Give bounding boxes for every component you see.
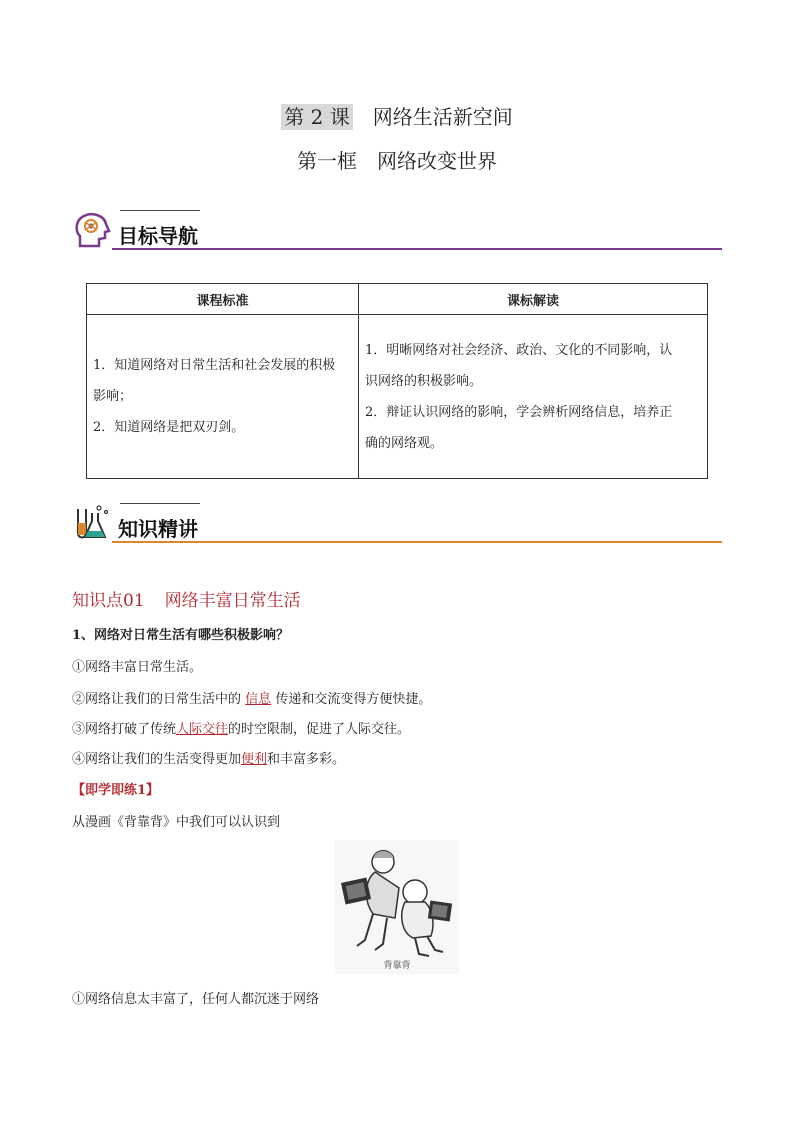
section-title: 知识精讲 <box>118 517 198 541</box>
standard-cell <box>87 315 359 479</box>
knowledge-point-title <box>72 586 301 611</box>
point-text: 的时空限制，促进了人际交往。 <box>228 722 411 737</box>
exercise-label: 【即学即练1】 <box>72 783 160 798</box>
point-text: 传递和交流变得方便快捷。 <box>275 692 432 707</box>
question-heading: 1、网络对日常生活有哪些积极影响？ <box>72 628 290 643</box>
section-title: 目标导航 <box>118 224 198 248</box>
exercise-intro: 从漫画《背靠背》中我们可以认识到 <box>72 815 281 830</box>
knowledge-point-label: 知识点01 <box>72 591 145 611</box>
knowledge-header <box>72 503 722 543</box>
interpretation-cell <box>359 315 708 479</box>
standard-line: 影响； <box>93 389 133 404</box>
lesson-number-label: 第 2 课 <box>281 104 352 130</box>
point-3 <box>72 718 410 737</box>
point-1: ①网络丰富日常生活。 <box>72 660 203 675</box>
option-1: ①网络信息太丰富了，任何人都沉迷于网络 <box>72 992 320 1007</box>
lesson-title <box>0 101 794 130</box>
point-4 <box>72 748 345 767</box>
knowledge-point-name: 网络丰富日常生活 <box>164 591 301 611</box>
standard-line: 2．知道网络是把双刃剑。 <box>93 420 245 435</box>
cartoon-caption: 背靠背 <box>383 961 411 971</box>
point-text: ④网络让我们的生活变得更加 <box>72 752 242 767</box>
section-underline <box>112 541 722 543</box>
lab-flask-icon <box>72 503 114 543</box>
standard-line: 1．知道网络对日常生活和社会发展的积极 <box>93 358 336 373</box>
curriculum-table <box>86 283 708 479</box>
lesson-name: 网络生活新空间 <box>372 105 513 129</box>
frame-title <box>0 145 794 174</box>
frame-label: 第一框 <box>297 149 357 173</box>
goal-navigation-header <box>72 210 722 250</box>
point-text: ②网络让我们的日常生活中的 <box>72 692 242 707</box>
header-top-rule <box>120 503 200 504</box>
interpretation-line: 识网络的积极影响。 <box>365 373 483 389</box>
table-header-row <box>87 284 708 315</box>
point-text: ③网络打破了传统 <box>72 722 177 737</box>
interpretation-line: 确的网络观。 <box>365 435 444 451</box>
table-header-standard: 课程标准 <box>87 284 359 315</box>
table-header-interpretation: 课标解读 <box>359 284 708 315</box>
table-row <box>87 315 708 479</box>
head-brain-icon <box>72 210 114 250</box>
section-underline <box>112 248 722 250</box>
interpretation-line: 1．明晰网络对社会经济、政治、文化的不同影响，认 <box>365 342 673 358</box>
header-top-rule <box>120 210 200 211</box>
keyword-info: 信息 <box>245 692 272 707</box>
point-2 <box>72 688 431 707</box>
back-to-back-cartoon <box>335 840 459 974</box>
interpretation-line: 2．辩证认识网络的影响，学会辨析网络信息，培养正 <box>365 404 673 420</box>
frame-name: 网络改变世界 <box>377 149 497 173</box>
keyword-social: 人际交往 <box>176 722 229 737</box>
keyword-convenient: 便利 <box>241 752 268 767</box>
point-text: 和丰富多彩。 <box>267 752 346 767</box>
